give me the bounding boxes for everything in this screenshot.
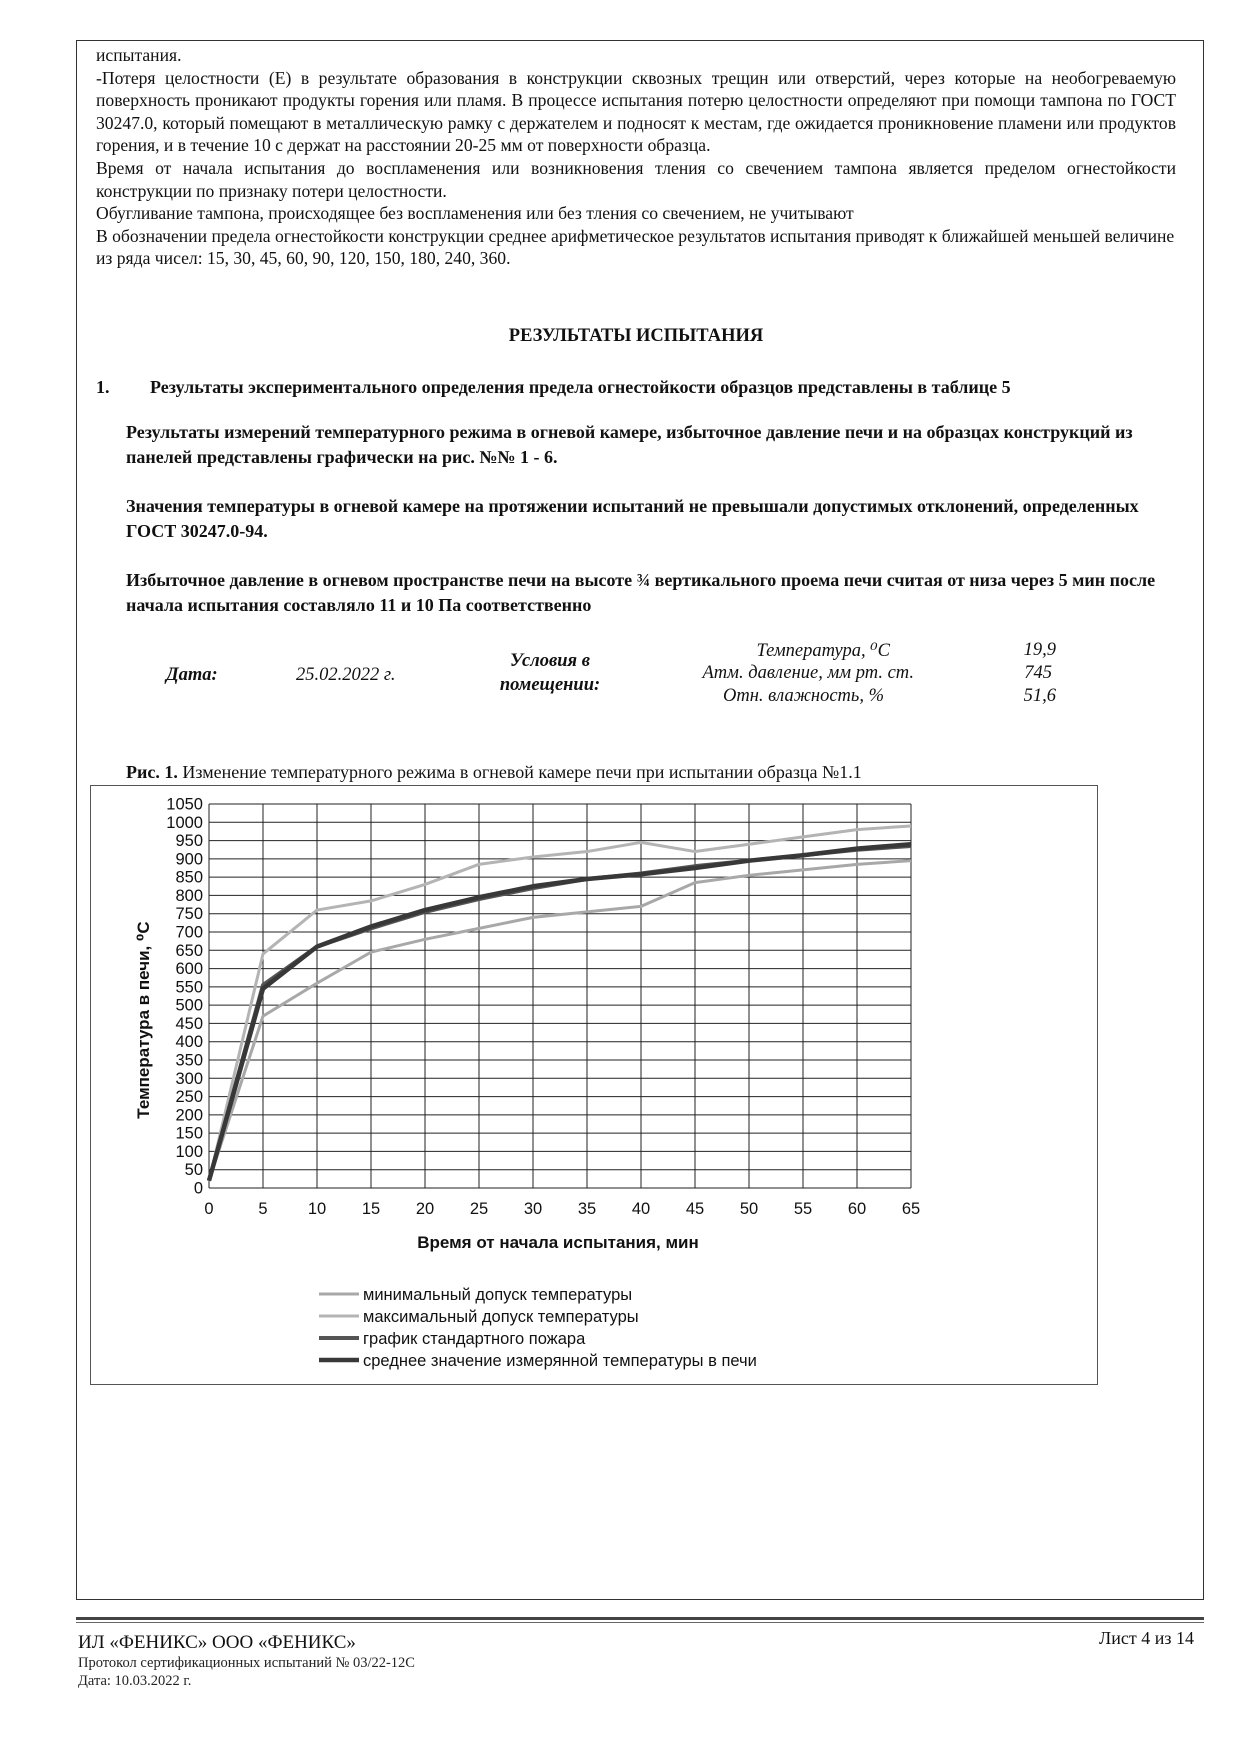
humidity-value: 51,6 — [1023, 686, 1056, 706]
footer-organization: ИЛ «ФЕНИКС» ООО «ФЕНИКС» — [78, 1632, 356, 1653]
x-tick-label: 30 — [523, 1200, 543, 1218]
results-paragraph-2: Значения температуры в огневой камере на протяжении испытаний не превышали допустимых отклонений, определенных ГОСТ 30247.0-94. — [126, 496, 1139, 541]
y-tick-label: 350 — [175, 1051, 203, 1070]
legend-entry: среднее значение измерянной температуры в печи — [363, 1352, 757, 1370]
y-tick-label: 1050 — [166, 795, 203, 814]
humidity-label: Отн. влажность, % — [722, 686, 884, 706]
y-tick-label: 100 — [175, 1142, 203, 1161]
results-paragraph-3: Избыточное давление в огневом пространстве печи на высоте ¾ вертикального проема печи считая от низа через 5 мин после начала испытания составляло 11 и 10 Па соответственно — [126, 570, 1156, 615]
intro-paragraph-5: В обозначении предела огнестойкости конструкции среднее арифметическое результатов испытания приводят к ближайшей меньшей величине из ряда чисел: 15, 30, 45, 60, 90, 120, 150, 180, 240, 360. — [96, 225, 1175, 269]
intro-paragraph-2: -Потеря целостности (Е) в результате образования в конструкции сквозных трещин или отверстий, через которые на необогреваемую поверхность проникают продукты горения или пламя. В процессе испытания потерю целостности определяют при помощи тампона по ГОСТ 30247.0, который помещают в металлическую рамку с держателем и подносят к местам, где ожидается проникновение пламени или продуктов горения, и в течение 10 с держат на расстоянии 20-25 мм от поверхности образца. — [96, 67, 1176, 156]
date-value: 25.02.2022 г. — [296, 665, 396, 685]
x-tick-label: 0 — [204, 1200, 214, 1218]
item-text: Результаты экспериментального определения предела огнестойкости образцов представлены в таблице 5 — [150, 377, 1011, 397]
series-line-4 — [209, 844, 911, 1180]
x-tick-label: 5 — [258, 1200, 268, 1218]
intro-text — [96, 44, 1176, 270]
figure-caption-number: Рис. 1. — [126, 762, 178, 782]
x-tick-label: 25 — [469, 1200, 489, 1218]
y-tick-label: 800 — [175, 886, 203, 905]
x-tick-label: 15 — [361, 1200, 381, 1218]
x-tick-label: 10 — [307, 1200, 327, 1218]
conditions-label-1: Условия в — [510, 651, 590, 671]
y-tick-label: 150 — [175, 1124, 203, 1143]
y-tick-labels — [166, 796, 203, 1198]
series-line-2 — [209, 826, 911, 1181]
legend-entry: минимальный допуск температуры — [363, 1286, 633, 1304]
y-tick-label: 450 — [175, 1014, 203, 1033]
y-tick-label: 500 — [175, 996, 203, 1015]
temperature-value: 19,9 — [1023, 640, 1056, 660]
y-tick-label: 750 — [175, 905, 203, 924]
results-paragraph-1: Результаты измерений температурного режима в огневой камере, избыточное давление печи и на образцах конструкций из панелей представлены графически на рис. №№ 1 - 6. — [126, 422, 1133, 467]
legend-entry: максимальный допуск температуры — [363, 1308, 639, 1326]
y-tick-label: 550 — [175, 978, 203, 997]
series-line-3 — [209, 846, 911, 1181]
y-tick-label: 600 — [175, 960, 203, 979]
conditions-label-2: помещении: — [499, 675, 601, 695]
chart-grid — [209, 804, 911, 1188]
y-tick-label: 900 — [175, 850, 203, 869]
x-tick-labels — [204, 1200, 920, 1218]
section-title: РЕЗУЛЬТАТЫ ИСПЫТАНИЯ — [508, 326, 764, 346]
figure-caption-text: Изменение температурного режима в огневой камере печи при испытании образца №1.1 — [177, 762, 862, 782]
y-tick-label: 700 — [175, 923, 203, 942]
y-tick-label: 850 — [175, 868, 203, 887]
y-tick-label: 50 — [184, 1161, 203, 1180]
intro-paragraph-1: испытания. — [96, 45, 182, 65]
x-tick-label: 45 — [685, 1200, 705, 1218]
intro-paragraph-3: Время от начала испытания до воспламенения или возникновения тления со свечением тампона является пределом огнестойкости конструкции по признаку потери целостности. — [96, 157, 1176, 201]
y-tick-label: 0 — [193, 1179, 203, 1198]
x-tick-label: 60 — [847, 1200, 867, 1218]
figure-caption — [126, 762, 862, 783]
x-tick-label: 65 — [901, 1200, 921, 1218]
pressure-value: 745 — [1024, 663, 1052, 683]
chart-box — [90, 785, 1098, 1385]
intro-paragraph-4: Обугливание тампона, происходящее без воспламенения или без тления со свечением, не учитывают — [96, 203, 854, 224]
footer-date: Дата: 10.03.2022 г. — [78, 1673, 192, 1689]
results-item-1 — [96, 377, 1186, 398]
footer-page-number: Лист 4 из 14 — [1099, 1628, 1194, 1648]
x-tick-label: 40 — [631, 1200, 651, 1218]
chart-legend — [319, 1286, 757, 1370]
footer-left — [78, 1632, 415, 1690]
y-tick-label: 200 — [175, 1106, 203, 1125]
y-axis-label: Температура в печи, ⁰С — [134, 921, 153, 1119]
y-tick-label: 300 — [175, 1069, 203, 1088]
legend-entry: график стандартного пожара — [363, 1330, 586, 1348]
x-tick-label: 55 — [793, 1200, 813, 1218]
y-tick-label: 650 — [175, 941, 203, 960]
y-tick-label: 250 — [175, 1088, 203, 1107]
y-tick-label: 1000 — [166, 813, 203, 832]
x-tick-label: 50 — [739, 1200, 759, 1218]
chart-series — [209, 826, 911, 1181]
temperature-chart — [91, 786, 1097, 1384]
item-number: 1. — [96, 377, 110, 397]
date-label: Дата: — [166, 665, 218, 685]
x-axis-label: Время от начала испытания, мин — [417, 1233, 699, 1252]
temperature-label: Температура, ⁰С — [756, 641, 890, 661]
x-tick-label: 20 — [415, 1200, 435, 1218]
footer-protocol: Протокол сертификационных испытаний № 03/22-12С — [78, 1655, 415, 1671]
pressure-label: Атм. давление, мм рт. ст. — [702, 663, 914, 683]
y-tick-label: 400 — [175, 1033, 203, 1052]
footer-rule — [76, 1617, 1204, 1623]
x-tick-label: 35 — [577, 1200, 597, 1218]
y-tick-label: 950 — [175, 832, 203, 851]
